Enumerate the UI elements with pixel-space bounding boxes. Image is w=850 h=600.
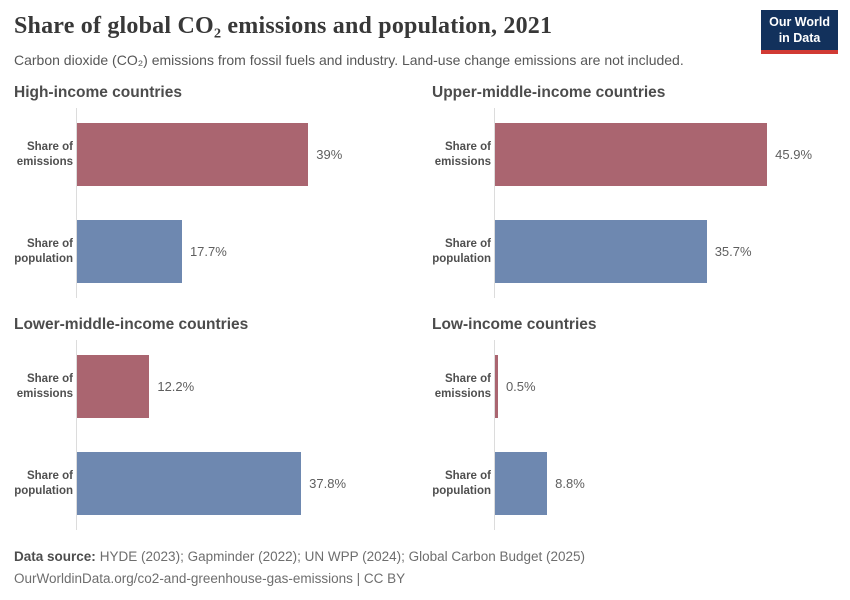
emissions-bar[interactable] [77,355,149,418]
data-source-text: HYDE (2023); Gapminder (2022); UN WPP (2024); Global Carbon Budget (2025) [99,549,586,564]
category-label: Share of emissions [434,373,491,400]
value-label: 0.5% [505,379,536,394]
bar-row-emissions [432,355,838,418]
panel-upper-middle-income [432,84,838,301]
bar-row-emissions [432,123,838,186]
panel-title: Upper-middle-income countries [432,84,666,101]
bar-chart [432,108,838,301]
category-label: Share of population [432,470,491,497]
value-label: 17.7% [189,244,227,259]
bar-chart [14,108,420,301]
bar-row-emissions [14,123,420,186]
bar-row-population [14,220,420,283]
page-subtitle: Carbon dioxide (CO₂) emissions from fossil fuels and industry. Land-use change emissions are not included. [14,52,684,68]
value-label: 45.9% [775,147,813,162]
value-label: 8.8% [555,476,585,491]
category-label: Share of population [432,238,491,265]
population-bar[interactable] [77,220,182,283]
bar-chart [14,340,420,533]
owid-logo-line1: Our World [769,15,830,29]
value-label: 37.8% [309,476,347,491]
emissions-bar[interactable] [495,123,767,186]
data-source-line [14,549,585,564]
emissions-bar[interactable] [495,355,498,418]
owid-logo[interactable] [761,10,838,54]
value-label: 39% [316,147,343,162]
page-title: Share of global CO₂ emissions and population, 2021 [14,13,553,39]
bar-row-emissions [14,355,420,418]
data-source-label: Data source: [14,549,96,564]
panel-low-income [432,316,838,533]
category-label: Share of emissions [434,141,491,168]
value-label: 12.2% [157,379,195,394]
attribution-line: OurWorldinData.org/co2-and-greenhouse-gas-emissions | CC BY [14,571,406,586]
category-label: Share of population [14,470,73,497]
bar-row-population [432,452,838,515]
panel-title: Lower-middle-income countries [14,316,249,333]
bar-chart [432,340,838,533]
panel-high-income [14,84,420,301]
emissions-bar[interactable] [77,123,308,186]
population-bar[interactable] [495,220,707,283]
category-label: Share of emissions [16,373,73,400]
population-bar[interactable] [495,452,547,515]
value-label: 35.7% [714,244,752,259]
panel-title: Low-income countries [432,316,597,333]
bar-row-population [432,220,838,283]
bar-row-population [14,452,420,515]
category-label: Share of emissions [16,141,73,168]
population-bar[interactable] [77,452,301,515]
category-label: Share of population [14,238,73,265]
panel-title: High-income countries [14,84,182,101]
panel-lower-middle-income [14,316,420,533]
owid-logo-line2: in Data [778,30,821,45]
